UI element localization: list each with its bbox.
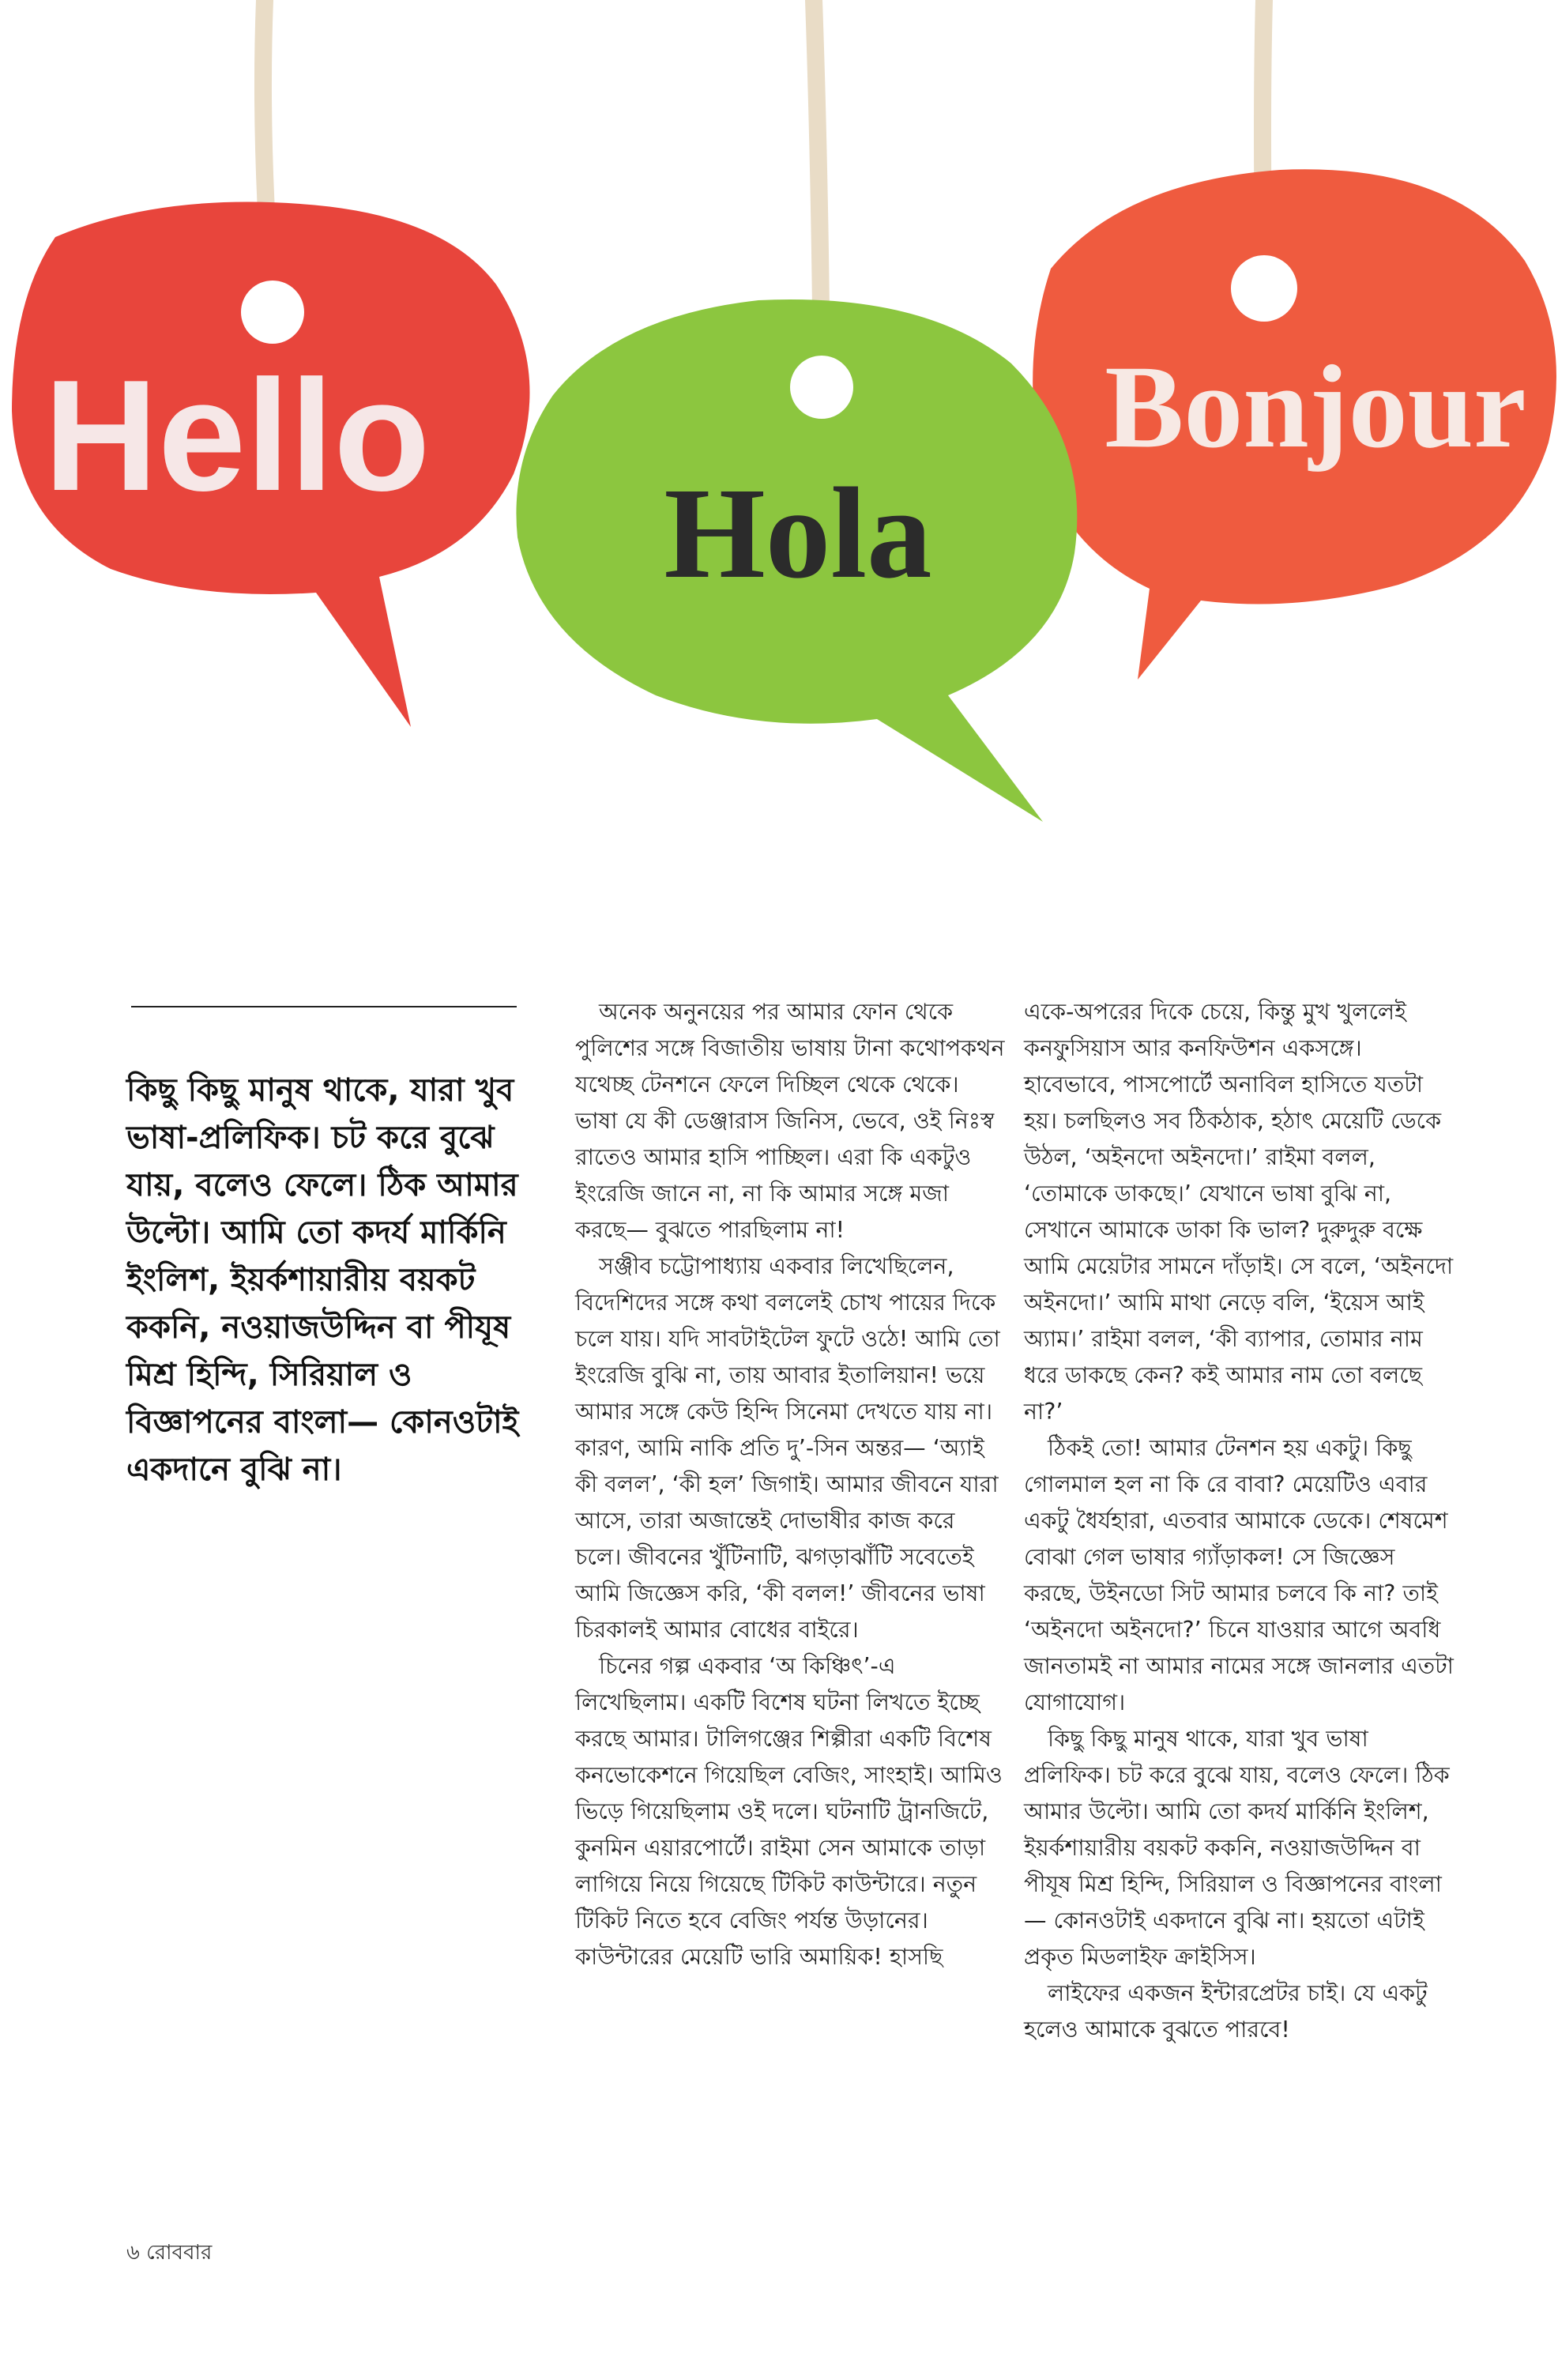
article-paragraph: অনেক অনুনয়ের পর আমার ফোন থেকে পুলিশের সঙ্গে বিজাতীয় ভাষায় টানা কথোপকথন যথেচ্ছ টেনশনে ফেলে দিচ্ছিল থেকে থেকে। ভাষা যে কী ডেঞ্জারাস জিনিস, ভেবে, ওই নিঃস্ব রাতেও আমার হাসি পাচ্ছিল। এরা কি একটুও ইংরেজি জানে না, না কি আমার সঙ্গে মজা করছে— বুঝতে পারছিলাম না! — [575, 999, 1005, 1243]
article-paragraph: চিনের গল্প একবার ‘অ কিঞ্চিৎ’-এ লিখেছিলাম। একটি বিশেষ ঘটনা লিখতে ইচ্ছে করছে আমার। টালিগঞ্জের শিল্পীরা একটি বিশেষ কনভোকেশনে গিয়েছিল বেজিং, সাংহাই। আমিও ভিড়ে গিয়েছিলাম ওই দলে। ঘটনাটি ট্রানজিটে, কুনমিন এয়ারপোর্টে। রাইমা সেন আমাকে তাড়া লাগিয়ে নিয়ে গিয়েছে টিকিট কাউন্টারে। নতুন টিকিট নিতে হবে বেজিং পর্যন্ত উড়ানের। কাউন্টারের মেয়েটি ভারি অমায়িক! হাসছি — [575, 1653, 1003, 1970]
bubble-hello-word: Hello — [43, 348, 431, 524]
article-paragraph: লাইফের একজন ইন্টারপ্রেটর চাই। যে একটু হলেও আমাকে বুঝতে পারবে! — [1024, 1980, 1428, 2043]
speech-bubbles-banner — [0, 0, 1558, 877]
pull-quote: কিছু কিছু মানুষ থাকে, যারা খুব ভাষা-প্রলিফিক। চট করে বুঝে যায়, বলেও ফেলে। ঠিক আমার উল্টো। আমি তো কদর্য মার্কিনি ইংলিশ, ইয়র্কশায়ারীয় বয়কট ককনি, নওয়াজউদ্দিন বা পীযূষ মিশ্র হিন্দি, সিরিয়াল ও বিজ্ঞাপনের বাংলা— কোনওটাই একদানে বুঝি না। — [126, 1072, 519, 1488]
bubble-hola-hole — [790, 356, 853, 419]
bubble-hello — [12, 202, 529, 727]
bubble-bonjour — [1033, 169, 1556, 680]
article-paragraph: কিছু কিছু মানুষ থাকে, যারা খুব ভাষা প্রলিফিক। চট করে বুঝে যায়, বলেও ফেলে। ঠিক আমার উল্টো। আমি তো কদর্য মার্কিনি ইংলিশ, ইয়র্কশায়ারীয় বয়কট ককনি, নওয়াজউদ্দিন বা পীযূষ মিশ্র হিন্দি, সিরিয়াল ও বিজ্ঞাপনের বাংলা— কোনওটাই একদানে বুঝি না। হয়তো এটাই প্রকৃত মিডলাইফ ক্রাইসিস। — [1024, 1726, 1450, 1970]
quote-divider-rule — [131, 1006, 517, 1007]
article-paragraph: ঠিকই তো! আমার টেনশন হয় একটু। কিছু গোলমাল হল না কি রে বাবা? মেয়েটিও এবার একটু ধৈর্যহারা, এতবার আমাকে ডেকে। শেষমেশ বোঝা গেল ভাষার গ্যাঁড়াকল! সে জিজ্ঞেস করছে, উইনডো সিট আমার চলবে কি না? তাই ‘অইনদো অইনদো?’ চিনে যাওয়ার আগে অবধি জানতামই না আমার নামের সঙ্গে জানলার এতটা যোগাযোগ। — [1024, 1435, 1454, 1715]
bubble-bonjour-word: Bonjour — [1105, 341, 1526, 473]
bubble-hola-word: Hola — [664, 461, 932, 605]
article-paragraph: একে-অপরের দিকে চেয়ে, কিন্তু মুখ খুললেই কনফুসিয়াস আর কনফিউশন একসঙ্গে। হাবেভাবে, পাসপোর্টে অনাবিল হাসিতে যতটা হয়। চলছিলও সব ঠিকঠাক, হঠাৎ মেয়েটি ডেকে উঠল, ‘অইনদো অইনদো।’ রাইমা বলল, ‘তোমাকে ডাকছে।’ যেখানে ভাষা বুঝি না, সেখানে আমাকে ডাকা কি ভাল? দুরুদুরু বক্ষে আমি মেয়েটার সামনে দাঁড়াই। সে বলে, ‘অইনদো অইনদো।’ আমি মাথা নেড়ে বলি, ‘ইয়েস আই অ্যাম।’ রাইমা বলল, ‘কী ব্যাপার, তোমার নাম ধরে ডাকছে কেন? কই আমার নাম তো বলছে না?’ — [1024, 999, 1454, 1425]
article-paragraph: সঞ্জীব চট্টোপাধ্যায় একবার লিখেছিলেন, বিদেশিদের সঙ্গে কথা বললেই চোখ পায়ের দিকে চলে যায়। যদি সাবটাইটেল ফুটে ওঠে! আমি তো ইংরেজি বুঝি না, তায় আবার ইতালিয়ান! ভয়ে আমার সঙ্গে কেউ হিন্দি সিনেমা দেখতে যায় না। কারণ, আমি নাকি প্রতি দু’-সিন অন্তর— ‘অ্যাই কী বলল’, ‘কী হল’ জিগাই। আমার জীবনে যারা আসে, তারা অজান্তেই দোভাষীর কাজ করে চলে। জীবনের খুঁটিনাটি, ঝগড়াঝাঁটি সবেতেই আমি জিজ্ঞেস করি, ‘কী বলল!’ জীবনের ভাষা চিরকালই আমার বোধের বাইরে। — [575, 1253, 1000, 1643]
page-folio: ৬ রোববার — [126, 2241, 213, 2265]
article-column-right — [1024, 994, 1454, 2048]
article-column-middle — [575, 994, 1005, 1975]
bubble-hola — [516, 299, 1077, 822]
bubble-hello-hole — [241, 281, 304, 344]
bubble-bonjour-hole — [1231, 255, 1297, 322]
